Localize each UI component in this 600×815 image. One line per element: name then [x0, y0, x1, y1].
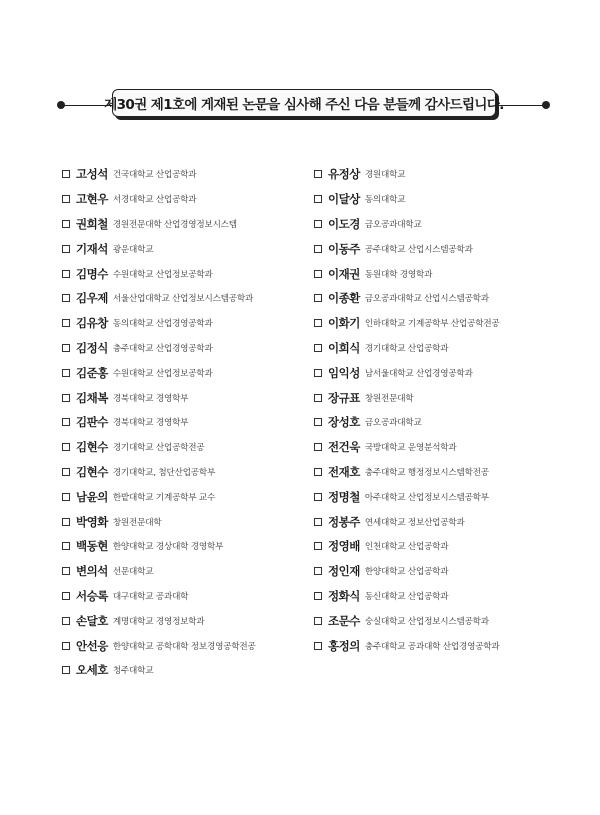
- checkbox-square-icon: [62, 493, 70, 501]
- checkbox-square-icon: [62, 592, 70, 600]
- reviewer-affiliation: 한양대학교 산업공학과: [364, 567, 449, 578]
- reviewer-entry: [314, 236, 574, 261]
- checkbox-square-icon: [314, 493, 322, 501]
- reviewer-name: 이달상: [328, 192, 360, 207]
- reviewer-affiliation: 창원전문대학: [112, 517, 162, 528]
- reviewer-entry: [314, 559, 574, 584]
- reviewer-affiliation: 한양대학교 공학대학 정보경영공학전공: [112, 641, 256, 652]
- checkbox-square-icon: [314, 294, 322, 302]
- checkbox-square-icon: [62, 170, 70, 178]
- checkbox-square-icon: [62, 443, 70, 451]
- reviewer-affiliation: 인천대학교 산업공학과: [364, 542, 449, 553]
- reviewer-name: 장규표: [328, 390, 360, 405]
- reviewer-name: 김현수: [76, 440, 108, 455]
- reviewer-name: 정영배: [328, 539, 360, 554]
- reviewer-name: 고성석: [76, 167, 108, 182]
- reviewer-affiliation: 서경대학교 산업공학과: [112, 195, 197, 206]
- reviewer-affiliation: 수원대학교 산업정보공학과: [112, 269, 213, 280]
- checkbox-square-icon: [62, 195, 70, 203]
- reviewer-name: 이재권: [328, 266, 360, 281]
- reviewer-name: 손달호: [76, 613, 108, 628]
- reviewer-affiliation: 경기대학교 산업공학전공: [112, 443, 205, 454]
- reviewer-affiliation: 경원대학교: [364, 170, 406, 181]
- reviewer-affiliation: 동신대학교 산업공학과: [364, 591, 449, 602]
- reviewer-list-left: [62, 162, 312, 683]
- reviewer-entry: [62, 559, 312, 584]
- reviewer-name: 김채복: [76, 390, 108, 405]
- reviewer-name: 김준홍: [76, 365, 108, 380]
- checkbox-square-icon: [314, 443, 322, 451]
- reviewer-entry: [314, 336, 574, 361]
- reviewer-entry: [62, 509, 312, 534]
- reviewer-entry: [62, 584, 312, 609]
- checkbox-square-icon: [62, 468, 70, 476]
- checkbox-square-icon: [314, 319, 322, 327]
- reviewer-entry: [62, 212, 312, 237]
- reviewer-entry: [314, 212, 574, 237]
- reviewer-name: 이희식: [328, 340, 360, 355]
- reviewer-entry: [314, 360, 574, 385]
- checkbox-square-icon: [62, 294, 70, 302]
- checkbox-square-icon: [62, 319, 70, 327]
- reviewer-entry: [314, 435, 574, 460]
- checkbox-square-icon: [314, 567, 322, 575]
- reviewer-affiliation: 동원대학 경영학과: [364, 269, 433, 280]
- reviewer-entry: [62, 608, 312, 633]
- reviewer-entry: [62, 286, 312, 311]
- reviewer-name: 이화기: [328, 316, 360, 331]
- checkbox-square-icon: [62, 220, 70, 228]
- reviewer-affiliation: 청주대학교: [112, 666, 154, 677]
- checkbox-square-icon: [314, 344, 322, 352]
- reviewer-entry: [314, 484, 574, 509]
- reviewer-affiliation: 충주대학교 행정정보시스템학전공: [364, 467, 489, 478]
- checkbox-square-icon: [314, 220, 322, 228]
- reviewer-affiliation: 경원전문대학 산업경영정보시스템: [112, 219, 237, 230]
- reviewer-name: 기재석: [76, 241, 108, 256]
- reviewer-affiliation: 경기대학교, 첨단산업공학부: [112, 467, 216, 478]
- reviewer-name: 정인재: [328, 564, 360, 579]
- reviewer-name: 홍정의: [328, 638, 360, 653]
- reviewer-entry: [62, 460, 312, 485]
- checkbox-square-icon: [314, 642, 322, 650]
- checkbox-square-icon: [314, 369, 322, 377]
- banner-title: 제30권 제1호에 게재된 논문을 심사해 주신 다음 분들께 감사드립니다.: [104, 97, 504, 113]
- reviewer-affiliation: 남서울대학교 산업경영공학과: [364, 368, 473, 379]
- reviewer-affiliation: 연세대학교 정보산업공학과: [364, 517, 465, 528]
- checkbox-square-icon: [62, 344, 70, 352]
- reviewer-name: 남윤의: [76, 489, 108, 504]
- reviewer-affiliation: 금오공과대학교: [364, 418, 422, 429]
- reviewer-affiliation: 수원대학교 산업정보공학과: [112, 368, 213, 379]
- reviewer-entry: [314, 608, 574, 633]
- reviewer-entry: [62, 658, 312, 683]
- bullet-dot-left: [57, 101, 65, 109]
- reviewer-affiliation: 공주대학교 산업시스템공학과: [364, 244, 473, 255]
- reviewer-name: 정봉주: [328, 514, 360, 529]
- reviewer-entry: [314, 187, 574, 212]
- reviewer-name: 이도경: [328, 216, 360, 231]
- reviewer-affiliation: 창원전문대학: [364, 393, 414, 404]
- reviewer-affiliation: 숭실대학교 산업정보시스템공학과: [364, 616, 489, 627]
- reviewer-entry: [62, 633, 312, 658]
- checkbox-square-icon: [314, 542, 322, 550]
- reviewer-entry: [314, 385, 574, 410]
- reviewer-entry: [314, 534, 574, 559]
- reviewer-name: 조문수: [328, 613, 360, 628]
- reviewer-entry: [62, 385, 312, 410]
- reviewer-entry: [314, 633, 574, 658]
- reviewer-name: 김판수: [76, 415, 108, 430]
- reviewer-affiliation: 금오공과대학교 산업시스템공학과: [364, 294, 489, 305]
- reviewer-affiliation: 경기대학교 산업공학과: [364, 343, 449, 354]
- reviewer-name: 고현우: [76, 192, 108, 207]
- reviewer-affiliation: 동의대학교 산업경영공학과: [112, 319, 213, 330]
- reviewer-affiliation: 한밭대학교 기계공학부 교수: [112, 492, 216, 503]
- reviewer-entry: [314, 410, 574, 435]
- reviewer-affiliation: 경북대학교 경영학부: [112, 393, 189, 404]
- checkbox-square-icon: [62, 542, 70, 550]
- reviewer-name: 이종환: [328, 291, 360, 306]
- reviewer-list-right: [314, 162, 574, 658]
- reviewer-entry: [62, 336, 312, 361]
- reviewer-entry: [314, 261, 574, 286]
- reviewer-affiliation: 국방대학교 운영분석학과: [364, 443, 457, 454]
- reviewer-affiliation: 금오공과대학교: [364, 219, 422, 230]
- checkbox-square-icon: [62, 270, 70, 278]
- checkbox-square-icon: [62, 567, 70, 575]
- checkbox-square-icon: [62, 617, 70, 625]
- reviewer-affiliation: 충주대학교 공과대학 산업경영공학과: [364, 641, 500, 652]
- reviewer-affiliation: 선문대학교: [112, 567, 154, 578]
- reviewer-entry: [62, 534, 312, 559]
- reviewer-name: 백동현: [76, 539, 108, 554]
- checkbox-square-icon: [314, 394, 322, 402]
- checkbox-square-icon: [62, 418, 70, 426]
- checkbox-square-icon: [314, 245, 322, 253]
- checkbox-square-icon: [314, 592, 322, 600]
- reviewer-affiliation: 동의대학교: [364, 195, 406, 206]
- reviewer-name: 전건욱: [328, 440, 360, 455]
- reviewer-affiliation: 건국대학교 산업공학과: [112, 170, 197, 181]
- reviewer-entry: [62, 162, 312, 187]
- reviewer-entry: [314, 311, 574, 336]
- reviewer-entry: [314, 509, 574, 534]
- reviewer-name: 이동주: [328, 241, 360, 256]
- checkbox-square-icon: [314, 195, 322, 203]
- reviewer-entry: [62, 261, 312, 286]
- bullet-dot-right: [542, 101, 550, 109]
- reviewer-entry: [62, 435, 312, 460]
- reviewer-affiliation: 한양대학교 경상대학 경영학부: [112, 542, 224, 553]
- reviewer-entry: [314, 162, 574, 187]
- acknowledgement-banner: [104, 89, 504, 117]
- reviewer-name: 정화식: [328, 588, 360, 603]
- reviewer-affiliation: 충주대학교 산업경영공학과: [112, 343, 213, 354]
- reviewer-affiliation: 계명대학교 경영정보학과: [112, 616, 205, 627]
- reviewer-name: 정명철: [328, 489, 360, 504]
- checkbox-square-icon: [314, 170, 322, 178]
- reviewer-name: 김정식: [76, 340, 108, 355]
- reviewer-name: 김유창: [76, 316, 108, 331]
- reviewer-entry: [62, 236, 312, 261]
- checkbox-square-icon: [62, 642, 70, 650]
- checkbox-square-icon: [62, 245, 70, 253]
- reviewer-name: 전재호: [328, 464, 360, 479]
- reviewer-name: 유정상: [328, 167, 360, 182]
- reviewer-entry: [62, 360, 312, 385]
- reviewer-affiliation: 경북대학교 경영학부: [112, 418, 189, 429]
- checkbox-square-icon: [314, 418, 322, 426]
- reviewer-affiliation: 광운대학교: [112, 244, 154, 255]
- reviewer-name: 박영화: [76, 514, 108, 529]
- reviewer-name: 김현수: [76, 464, 108, 479]
- checkbox-square-icon: [62, 394, 70, 402]
- reviewer-name: 장성호: [328, 415, 360, 430]
- reviewer-affiliation: 인하대학교 기계공학부 산업공학전공: [364, 319, 500, 330]
- reviewer-affiliation: 아주대학교 산업정보시스템공학부: [364, 492, 489, 503]
- reviewer-name: 서승록: [76, 588, 108, 603]
- reviewer-affiliation: 대구대학교 공과대학: [112, 591, 189, 602]
- reviewer-name: 오세호: [76, 663, 108, 678]
- checkbox-square-icon: [62, 518, 70, 526]
- reviewer-entry: [314, 460, 574, 485]
- reviewer-name: 변의석: [76, 564, 108, 579]
- reviewer-entry: [314, 584, 574, 609]
- reviewer-entry: [62, 311, 312, 336]
- checkbox-square-icon: [314, 468, 322, 476]
- checkbox-square-icon: [314, 518, 322, 526]
- reviewer-name: 김명수: [76, 266, 108, 281]
- checkbox-square-icon: [314, 617, 322, 625]
- reviewer-entry: [62, 484, 312, 509]
- reviewer-affiliation: 서울산업대학교 산업정보시스템공학과: [112, 294, 254, 305]
- reviewer-entry: [62, 187, 312, 212]
- reviewer-entry: [314, 286, 574, 311]
- reviewer-name: 안선응: [76, 638, 108, 653]
- reviewer-name: 임익성: [328, 365, 360, 380]
- checkbox-square-icon: [62, 666, 70, 674]
- reviewer-name: 김우제: [76, 291, 108, 306]
- reviewer-name: 권희철: [76, 216, 108, 231]
- checkbox-square-icon: [314, 270, 322, 278]
- checkbox-square-icon: [62, 369, 70, 377]
- reviewer-entry: [62, 410, 312, 435]
